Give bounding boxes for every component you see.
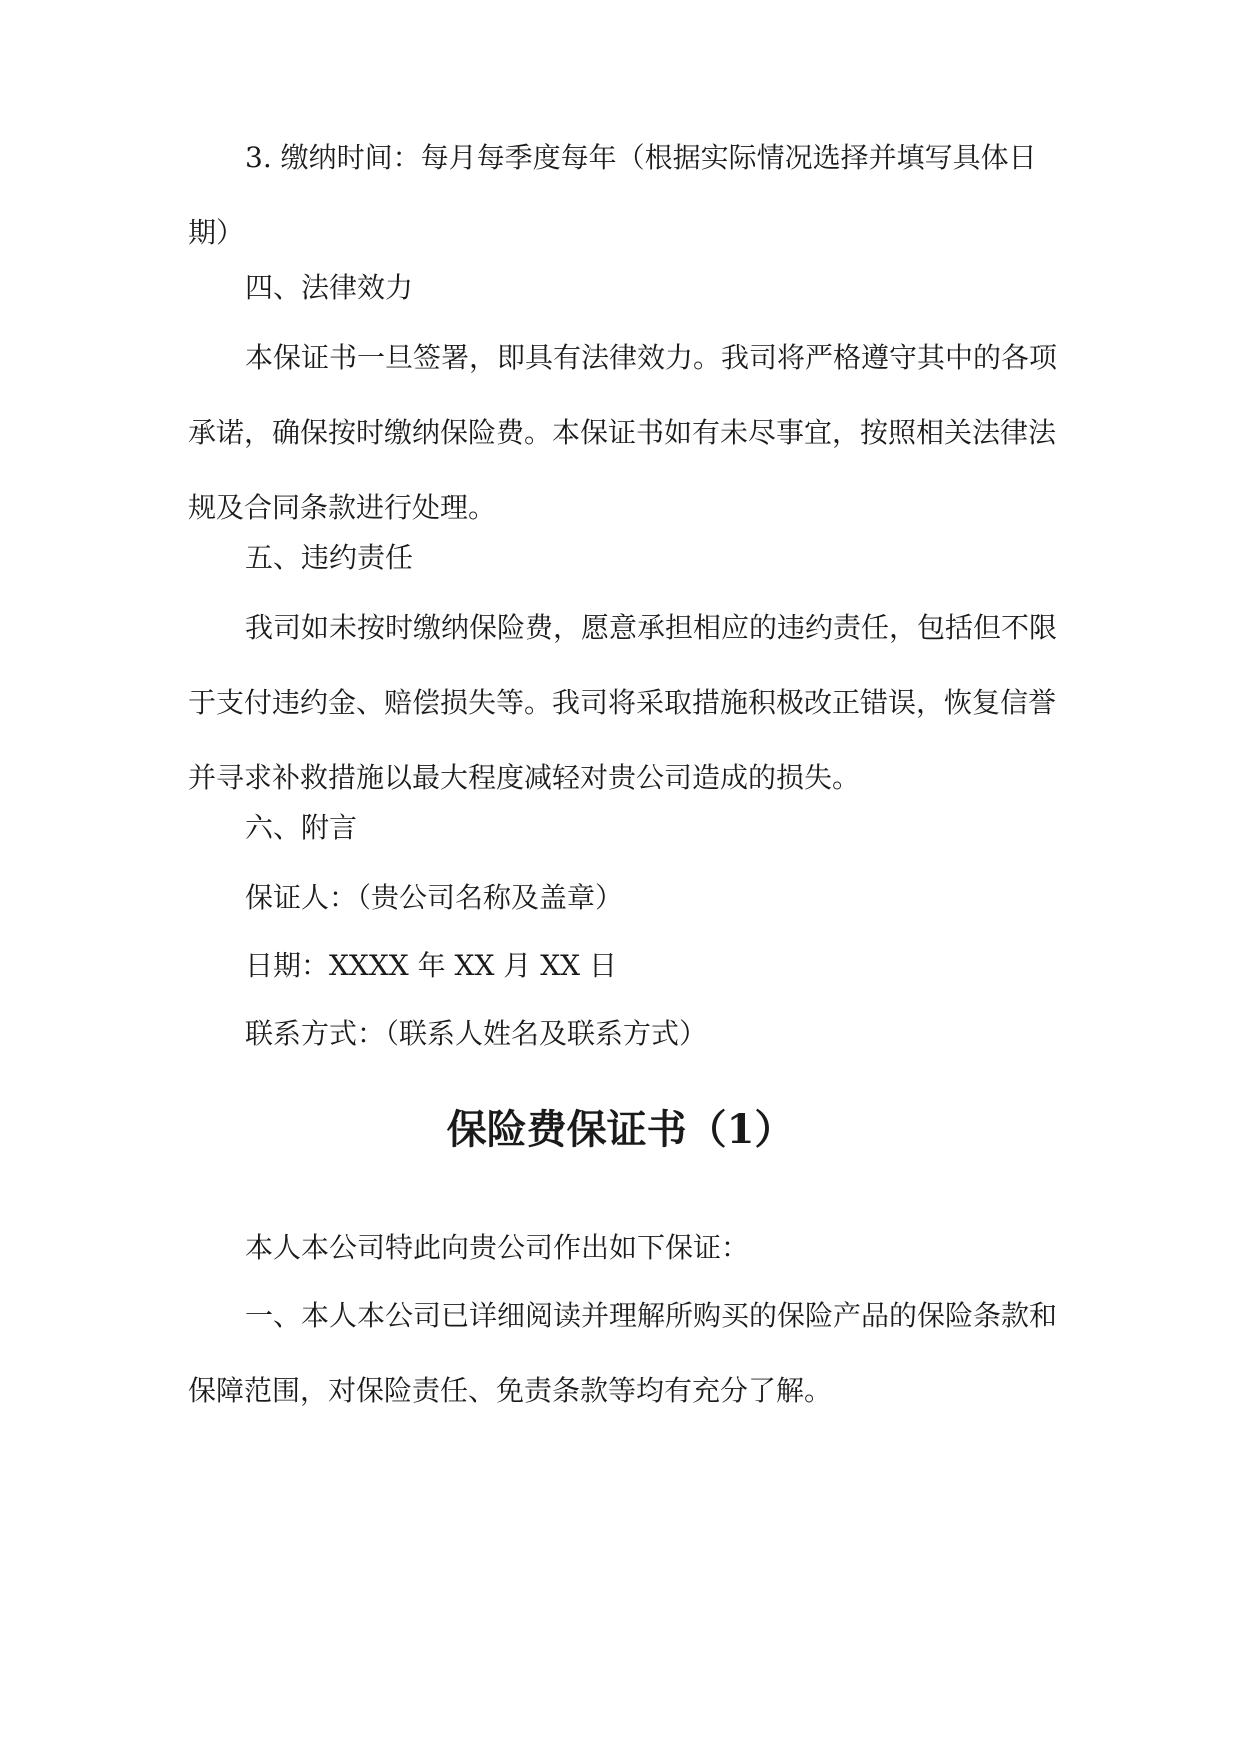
legal-effect-paragraph: 本保证书一旦签署，即具有法律效力。我司将严格遵守其中的各项承诺，确保按时缴纳保险费。本保证书如有未尽事宜，按照相关法律法规及合同条款进行处理。 [188,341,1058,524]
guarantor-line: 保证人：（贵公司名称及盖章） [245,881,624,914]
guarantee-item-1-paragraph: 一、本人本公司已详细阅读并理解所购买的保险产品的保险条款和保障范围，对保险责任、免责条款等均有充分了解。 [188,1299,1058,1407]
contact-line: 联系方式：（联系人姓名及联系方式） [245,1017,708,1050]
date-line: 日期：XXXX 年 XX 月 XX 日 [245,949,617,982]
section-postscript-heading: 六、附言 [245,811,358,844]
guarantee-intro-paragraph: 本人本公司特此向贵公司作出如下保证： [245,1231,750,1264]
document-title: 保险费保证书（1） [446,1106,795,1153]
breach-liability-paragraph: 我司如未按时缴纳保险费，愿意承担相应的违约责任，包括但不限于支付违约金、赔偿损失等。我司将采取措施积极改正错误，恢复信誉并寻求补救措施以最大程度减轻对贵公司造成的损失。 [188,611,1058,794]
section-legal-effect-heading: 四、法律效力 [245,271,414,304]
section-breach-liability-heading: 五、违约责任 [245,541,414,574]
payment-time-paragraph: 3. 缴纳时间：每月每季度每年（根据实际情况选择并填写具体日期） [188,141,1037,249]
